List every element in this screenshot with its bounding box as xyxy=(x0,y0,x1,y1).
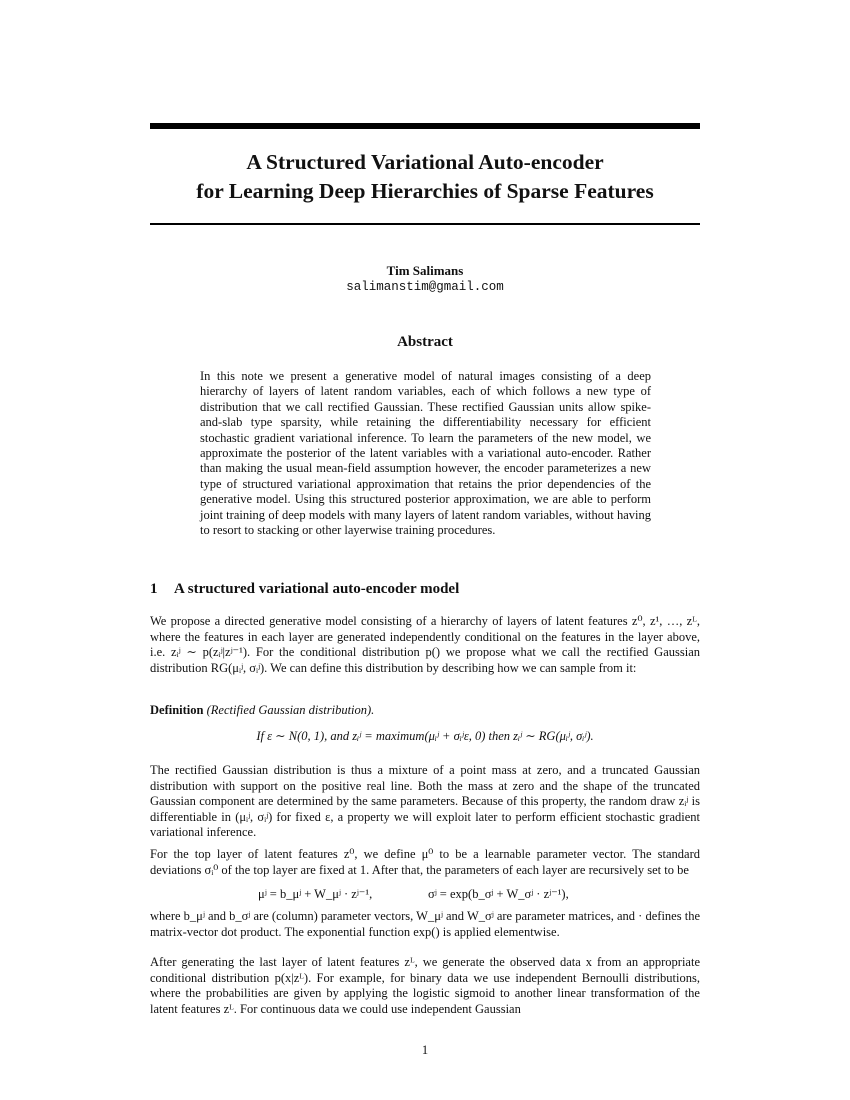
title-line-1: A Structured Variational Auto-encoder xyxy=(246,150,604,174)
definition-name: (Rectified Gaussian distribution). xyxy=(206,703,375,717)
paragraph-parameters: where b_μʲ and b_σʲ are (column) parameter vectors, W_μʲ and W_σʲ are parameter matrices, and · defines the matrix-vector dot product. The exponential function exp() is applied elementwise. xyxy=(150,909,700,939)
author-email[interactable]: salimanstim@gmail.com xyxy=(346,280,504,294)
paragraph-intro: We propose a directed generative model consisting of a hierarchy of layers of latent features z⁰, z¹, …, zᴸ, where the features in each layer are generated independently conditional on the features in the layer above, i.e. zᵢʲ ∼ p(zᵢʲ|zʲ⁻¹). For the conditional distribution p() we propose what we call the rectified Gaussian distribution RG(μᵢʲ, σᵢʲ). We can define this distribution by describing how we can sample from it: xyxy=(150,614,700,675)
paper-title xyxy=(150,148,700,206)
abstract-text: In this note we present a generative model of natural images consisting of a deep hierarchy of layers of latent random variables, each of which follows a new type of distribution that we call rectified Gaussian. These rectified Gaussian units allow spike-and-slab type sparsity, while retaining the differentiability necessary for efficient stochastic gradient variational inference. To learn the parameters of the new model, we approximate the posterior of the latent variables with a variational auto-encoder. Rather than making the usual mean-field assumption however, the encoder parameterizes a new type of structured variational approximation that retains the prior dependencies of the generative model. Using this structured posterior approximation, we are able to perform joint training of deep models with many layers of latent random variables, without having to resort to stacking or other layerwise training procedures. xyxy=(200,369,651,538)
page-number: 1 xyxy=(421,1043,429,1057)
equation-mu: μʲ = b_μʲ + W_μʲ · zʲ⁻¹, xyxy=(258,887,373,901)
equation-sigma: σʲ = exp(b_σʲ + W_σʲ · zʲ⁻¹), xyxy=(428,887,569,901)
arxiv-stamp xyxy=(0,0,60,1100)
definition-equation: If ε ∼ N(0, 1), and zᵢʲ = maximum(μᵢʲ + σᵢʲε, 0) then zᵢʲ ∼ RG(μᵢʲ, σᵢʲ). xyxy=(256,729,594,743)
section-title: A structured variational auto-encoder model xyxy=(174,581,460,597)
section-heading xyxy=(150,581,700,598)
title-rule-bottom xyxy=(150,223,700,225)
definition-label: Definition xyxy=(150,703,204,717)
paragraph-rectified-gaussian: The rectified Gaussian distribution is thus a mixture of a point mass at zero, and a truncated Gaussian distribution with support on the positive real line. Both the mass at zero and the shape of the truncated Gaussian component are determined by the same parameters. Because of this property, the random draw zᵢʲ is differentiable in (μᵢʲ, σᵢʲ) for fixed ε, a property we will exploit later to perform efficient stochastic gradient variational inference. xyxy=(150,763,700,840)
paragraph-top-layer: For the top layer of latent features z⁰, we define μ⁰ to be a learnable parameter vector. The standard deviations σᵢ⁰ of the top layer are fixed at 1. After that, the parameters of each layer are recursively set to be xyxy=(150,847,700,877)
author-name: Tim Salimans xyxy=(386,263,464,278)
paragraph-observed-data: After generating the last layer of latent features zᴸ, we generate the observed data x from an appropriate conditional distribution p(x|zᴸ). For example, for binary data we use independent Bernoulli distributions, where the probabilities are given by applying the logistic sigmoid to another linear transformation of the latent features zᴸ. For continuous data we could use independent Gaussian xyxy=(150,955,700,1016)
section-number: 1 xyxy=(150,581,158,597)
abstract-heading: Abstract xyxy=(397,334,453,350)
title-rule-top xyxy=(150,123,700,129)
title-line-2: for Learning Deep Hierarchies of Sparse Features xyxy=(196,179,654,203)
definition xyxy=(150,703,700,719)
